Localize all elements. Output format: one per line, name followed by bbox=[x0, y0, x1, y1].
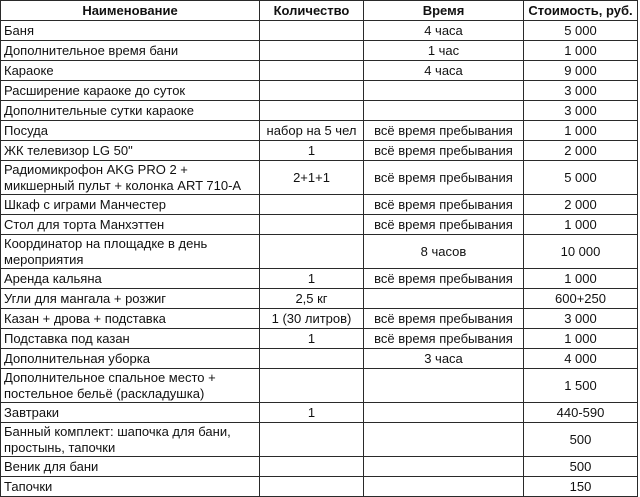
cell-quantity: 1 bbox=[260, 141, 364, 161]
cell-price: 1 500 bbox=[524, 369, 638, 403]
cell-price: 3 000 bbox=[524, 81, 638, 101]
cell-time: всё время пребывания bbox=[364, 309, 524, 329]
cell-name: Радиомикрофон AKG PRO 2 + микшерный пульт + колонка ART 710-A bbox=[1, 161, 260, 195]
table-row bbox=[1, 215, 638, 235]
cell-price: 1 000 bbox=[524, 121, 638, 141]
cell-price: 1 000 bbox=[524, 329, 638, 349]
cell-quantity bbox=[260, 41, 364, 61]
table-row bbox=[1, 101, 638, 121]
cell-time bbox=[364, 289, 524, 309]
cell-time: 4 часа bbox=[364, 21, 524, 41]
header-time: Время bbox=[364, 1, 524, 21]
cell-price: 5 000 bbox=[524, 161, 638, 195]
cell-name: Посуда bbox=[1, 121, 260, 141]
cell-price: 5 000 bbox=[524, 21, 638, 41]
table-row bbox=[1, 423, 638, 457]
cell-name: Веник для бани bbox=[1, 457, 260, 477]
cell-name: Тапочки bbox=[1, 477, 260, 497]
cell-time: всё время пребывания bbox=[364, 329, 524, 349]
table-row bbox=[1, 235, 638, 269]
cell-price: 440-590 bbox=[524, 403, 638, 423]
table-row bbox=[1, 329, 638, 349]
cell-price: 3 000 bbox=[524, 101, 638, 121]
table-row bbox=[1, 41, 638, 61]
cell-price: 1 000 bbox=[524, 269, 638, 289]
cell-quantity bbox=[260, 423, 364, 457]
cell-time: 3 часа bbox=[364, 349, 524, 369]
table-row bbox=[1, 369, 638, 403]
cell-quantity bbox=[260, 369, 364, 403]
table-header-row bbox=[1, 1, 638, 21]
cell-time bbox=[364, 101, 524, 121]
cell-name: Координатор на площадке в день мероприятия bbox=[1, 235, 260, 269]
cell-name: Караоке bbox=[1, 61, 260, 81]
cell-name: Дополнительное спальное место + постельное бельё (раскладушка) bbox=[1, 369, 260, 403]
cell-quantity: 1 bbox=[260, 403, 364, 423]
cell-quantity bbox=[260, 81, 364, 101]
cell-quantity bbox=[260, 457, 364, 477]
cell-name: Банный комплект: шапочка для бани, простынь, тапочки bbox=[1, 423, 260, 457]
cell-name: Угли для мангала + розжиг bbox=[1, 289, 260, 309]
cell-price: 500 bbox=[524, 423, 638, 457]
cell-price: 9 000 bbox=[524, 61, 638, 81]
table-row bbox=[1, 269, 638, 289]
cell-price: 2 000 bbox=[524, 195, 638, 215]
table-row bbox=[1, 61, 638, 81]
cell-quantity: 1 (30 литров) bbox=[260, 309, 364, 329]
cell-time bbox=[364, 477, 524, 497]
cell-name: Шкаф с играми Манчестер bbox=[1, 195, 260, 215]
cell-time: 4 часа bbox=[364, 61, 524, 81]
cell-price: 3 000 bbox=[524, 309, 638, 329]
cell-name: Дополнительное время бани bbox=[1, 41, 260, 61]
table-row bbox=[1, 289, 638, 309]
table-row bbox=[1, 141, 638, 161]
table-row bbox=[1, 457, 638, 477]
cell-quantity bbox=[260, 349, 364, 369]
cell-quantity bbox=[260, 101, 364, 121]
cell-quantity bbox=[260, 195, 364, 215]
cell-time: всё время пребывания bbox=[364, 195, 524, 215]
table-row bbox=[1, 161, 638, 195]
cell-name: Аренда кальяна bbox=[1, 269, 260, 289]
table-row bbox=[1, 309, 638, 329]
cell-price: 1 000 bbox=[524, 215, 638, 235]
cell-price: 1 000 bbox=[524, 41, 638, 61]
cell-time: 1 час bbox=[364, 41, 524, 61]
cell-name: Дополнительные сутки караоке bbox=[1, 101, 260, 121]
table-row bbox=[1, 403, 638, 423]
cell-name: Баня bbox=[1, 21, 260, 41]
table-row bbox=[1, 477, 638, 497]
cell-price: 150 bbox=[524, 477, 638, 497]
cell-time bbox=[364, 403, 524, 423]
cell-price: 500 bbox=[524, 457, 638, 477]
cell-quantity: 2+1+1 bbox=[260, 161, 364, 195]
cell-time: всё время пребывания bbox=[364, 141, 524, 161]
cell-time: 8 часов bbox=[364, 235, 524, 269]
table-row bbox=[1, 21, 638, 41]
cell-name: Завтраки bbox=[1, 403, 260, 423]
table-row bbox=[1, 121, 638, 141]
cell-name: ЖК телевизор LG 50" bbox=[1, 141, 260, 161]
cell-time bbox=[364, 423, 524, 457]
cell-price: 4 000 bbox=[524, 349, 638, 369]
table-row bbox=[1, 195, 638, 215]
cell-quantity: 1 bbox=[260, 269, 364, 289]
cell-name: Стол для торта Манхэттен bbox=[1, 215, 260, 235]
cell-quantity: набор на 5 чел bbox=[260, 121, 364, 141]
table-row bbox=[1, 81, 638, 101]
cell-time bbox=[364, 369, 524, 403]
cell-time: всё время пребывания bbox=[364, 161, 524, 195]
cell-name: Дополнительная уборка bbox=[1, 349, 260, 369]
cell-time bbox=[364, 457, 524, 477]
cell-quantity bbox=[260, 235, 364, 269]
cell-quantity: 2,5 кг bbox=[260, 289, 364, 309]
cell-time: всё время пребывания bbox=[364, 121, 524, 141]
header-name: Наименование bbox=[1, 1, 260, 21]
cell-time: всё время пребывания bbox=[364, 215, 524, 235]
cell-time: всё время пребывания bbox=[364, 269, 524, 289]
cell-quantity: 1 bbox=[260, 329, 364, 349]
cell-name: Казан + дрова + подставка bbox=[1, 309, 260, 329]
cell-name: Расширение караоке до суток bbox=[1, 81, 260, 101]
cell-price: 2 000 bbox=[524, 141, 638, 161]
cell-quantity bbox=[260, 215, 364, 235]
table-row bbox=[1, 349, 638, 369]
cell-quantity bbox=[260, 477, 364, 497]
cell-name: Подставка под казан bbox=[1, 329, 260, 349]
header-price: Стоимость, руб. bbox=[524, 1, 638, 21]
cell-price: 600+250 bbox=[524, 289, 638, 309]
header-quantity: Количество bbox=[260, 1, 364, 21]
cell-quantity bbox=[260, 21, 364, 41]
cell-price: 10 000 bbox=[524, 235, 638, 269]
cell-quantity bbox=[260, 61, 364, 81]
cell-time bbox=[364, 81, 524, 101]
